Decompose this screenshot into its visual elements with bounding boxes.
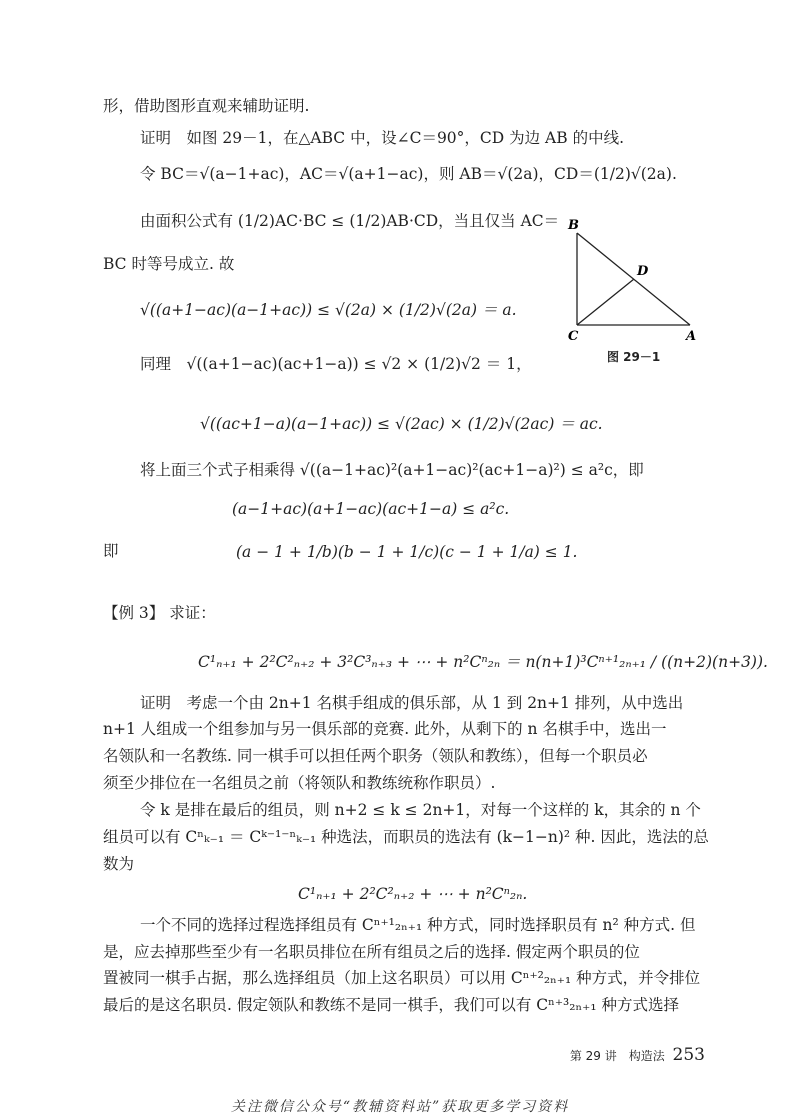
label-a: A xyxy=(686,329,697,344)
watermark-text: 关注微信公众号“教辅资料站”获取更多学习资料 xyxy=(230,1099,570,1115)
text-line: 置被同一棋手占据，那么选择组员（加上这名职员）可以用 Cⁿ⁺²₂ₙ₊₁ 种方式，并令排位 xyxy=(103,969,701,987)
label-d: D xyxy=(637,264,649,279)
text-line: 形，借助图形直观来辅助证明. xyxy=(103,97,310,115)
example-heading: 【例 3】 求证： xyxy=(103,604,216,622)
chapter-label: 第 29 讲 构造法 xyxy=(569,1049,665,1063)
equation: 同理 √((a+1−ac)(ac+1−a)) ≤ √2 × (1/2)√2 ＝ 1， xyxy=(140,355,532,373)
figure-caption: 图 29－1 xyxy=(607,350,661,364)
text-line: 须至少排位在一名组员之前（将领队和教练统称作职员）. xyxy=(103,774,496,792)
text-line: BC 时等号成立. 故 xyxy=(103,255,235,273)
page-number: 253 xyxy=(672,1045,705,1065)
equation: √((ac+1−a)(a−1+ac)) ≤ √(2ac) × (1/2)√(2ac) ＝ ac. xyxy=(200,415,603,433)
text-line: 将上面三个式子相乘得 √((a−1+ac)²(a+1−ac)²(ac+1−a)²) ≤ a²c，即 xyxy=(140,461,644,479)
label-b: B xyxy=(568,218,579,233)
equation: (a−1+ac)(a+1−ac)(ac+1−a) ≤ a²c. xyxy=(232,500,510,518)
text-line: 由面积公式有 (1/2)AC·BC ≤ (1/2)AB·CD，当且仅当 AC＝ xyxy=(140,212,560,230)
running-footer xyxy=(570,1045,705,1065)
text-line: 最后的是这名职员. 假定领队和教练不是同一棋手，我们可以有 Cⁿ⁺³₂ₙ₊₁ 种方式选择 xyxy=(103,996,679,1014)
text-line: 数为 xyxy=(103,855,135,873)
text-line: 即 xyxy=(103,542,119,560)
equation: (a − 1 + 1/b)(b − 1 + 1/c)(c − 1 + 1/a) ≤ 1. xyxy=(236,543,578,561)
text-line: n+1 人组成一个组参加与另一俱乐部的竞赛. 此外，从剩下的 n 名棋手中，选出一 xyxy=(103,720,667,738)
text-line: 组员可以有 Cⁿₖ₋₁ ＝ Cᵏ⁻¹⁻ⁿₖ₋₁ 种选法，而职员的选法有 (k−1−n)² 种. 因此，选法的总 xyxy=(103,828,709,846)
equation: C¹ₙ₊₁ + 2²C²ₙ₊₂ + ⋯ + n²Cⁿ₂ₙ. xyxy=(298,885,528,903)
text-line: 是，应去掉那些至少有一名职员排位在所有组员之后的选择. 假定两个职员的位 xyxy=(103,943,640,961)
equation: √((a+1−ac)(a−1+ac)) ≤ √(2a) × (1/2)√(2a) ＝ a. xyxy=(140,301,517,319)
label-c: C xyxy=(568,329,579,344)
equation: C¹ₙ₊₁ + 2²C²ₙ₊₂ + 3²C³ₙ₊₃ + ⋯ + n²Cⁿ₂ₙ ＝ n(n+1)³Cⁿ⁺¹₂ₙ₊₁ / ((n+2)(n+3)). xyxy=(198,653,768,671)
text-line: 名领队和一名教练. 同一棋手可以担任两个职务（领队和教练），但每一个职员必 xyxy=(103,747,648,765)
text-line: 令 k 是排在最后的组员，则 n+2 ≤ k ≤ 2n+1，对每一个这样的 k，其余的 n 个 xyxy=(140,801,701,819)
proof-intro-line: 证明 如图 29－1，在△ABC 中，设∠C＝90°，CD 为边 AB 的中线. xyxy=(140,129,624,147)
text-line: 令 BC＝√(a−1+ac)，AC＝√(a+1−ac)，则 AB＝√(2a)，CD＝(1/2)√(2a). xyxy=(140,165,677,183)
text-line: 一个不同的选择过程选择组员有 Cⁿ⁺¹₂ₙ₊₁ 种方式，同时选择职员有 n² 种方式. 但 xyxy=(140,916,696,934)
proof-intro-line: 证明 考虑一个由 2n+1 名棋手组成的俱乐部，从 1 到 2n+1 排列，从中选出 xyxy=(140,694,684,712)
segment-cd xyxy=(577,279,634,325)
